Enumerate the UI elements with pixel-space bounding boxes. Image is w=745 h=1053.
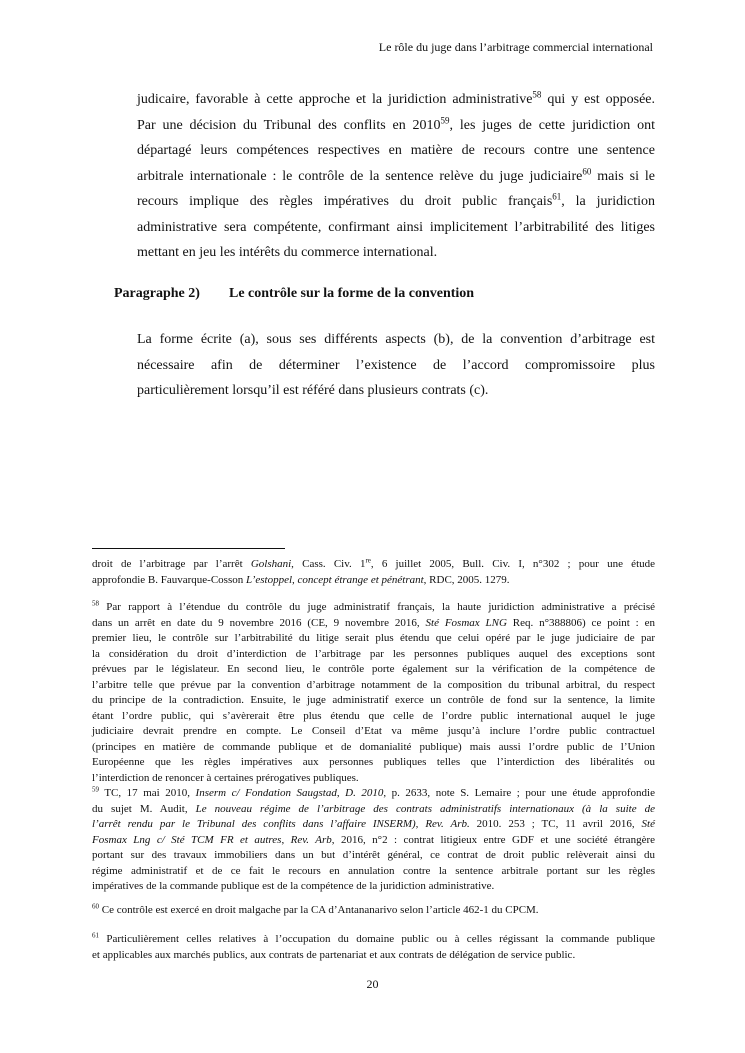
text-run: mais si le (591, 168, 655, 184)
text-run: Le nouveau régime de l’arbitrage des contrats administratifs internationaux (à la suite de (195, 802, 655, 815)
footnote-line: l’arbitre telle que prévue par la convention d’arbitrage notamment de la composition du tribunal arbitral, du respect (92, 678, 655, 691)
page-number: 20 (366, 977, 379, 991)
text-run: , 6 juillet 2005, Bull. Civ. I, n°302 ; pour une étude (370, 558, 656, 570)
footnote-line: judiciaire devrait prendre en compte. Le Conseil d’Etat va même jusqu’à inclure l’ordre public contractuel (92, 725, 655, 737)
footnote-ref-61[interactable]: 61 (552, 191, 562, 202)
footnote-line: portant sur des travaux immobiliers dans un but d’intérêt général, ce contrat de droit public relèverait ainsi du (92, 849, 655, 861)
footnote-line: prévues par le législateur. En second lieu, le contrôle porte également sur la vérification de la compétence de (92, 663, 655, 675)
section-title: Le contrôle sur la forme de la convention (229, 286, 475, 301)
text-run: , (336, 787, 346, 799)
text-run: re (365, 556, 371, 565)
footnote-line: (principes en matière de commande publique et de domanialité publique) mais aussi l’ordre public de l’Union (92, 740, 655, 753)
text-run: l’arrêt rendu par le Tribunal des conflits dans l’affaire INSERM), Rev. Arb. (92, 818, 470, 830)
text-run: Req. n°388806) ce point : en (506, 616, 655, 629)
text-run: Par rapport à l’étendue du contrôle du juge administratif français, la haute juridiction administrative a précisé (99, 601, 655, 613)
text-line (137, 113, 655, 139)
text-run: du sujet M. Audit, (92, 802, 196, 815)
text-run: Rev. Arb (290, 833, 332, 846)
footnote-number: 59 (92, 785, 99, 794)
footnote-line: et applicables aux marchés publics, aux contrats de partenariat et aux contrats de délégation de service public. (92, 948, 576, 961)
text-run: Sté (641, 818, 655, 830)
footnote-line: régime administratif et de ce fait le recours en annulation contre la sentence arbitrale portant sur les règles (92, 864, 655, 877)
text-line: La forme écrite (a), sous ses différents aspects (b), de la convention d’arbitrage est (137, 332, 655, 347)
footnote-line: premier lieu, le contrôle sur l’arbitrabilité du litige serait plus étendu que celui opéré par le juge judiciaire de par (92, 632, 655, 644)
text-run: Ce contrôle est exercé en droit malgache par la CA d’Antananarivo selon l’article 462-1 du CPCM. (99, 904, 539, 916)
footnote-line (92, 802, 655, 818)
text-run: droit de l’arbitrage par l’arrêt (92, 558, 251, 570)
text-run: Particulièrement celles relatives à l’occupation du domaine public ou à celles régissant la commande publique (99, 933, 655, 945)
text-run: , la juridiction (561, 194, 655, 209)
footnote-separator (92, 548, 285, 549)
footnote-line: l’interdiction de renoncer à certaines prérogatives publiques. (92, 771, 359, 784)
text-run: L’estoppel, concept étrange et pénétrant (245, 573, 424, 586)
text-line (137, 164, 655, 190)
footnote-line: Européenne que les règles impératives aux personnes publiques telles que l’interdiction des libéralités ou (92, 756, 655, 768)
text-line: départagé leurs compétences respectives en matière de recours contre une sentence (137, 143, 655, 158)
text-run: dans un arrêt en date du 9 novembre 2016 (CE, 9 novembre 2016, (92, 616, 426, 629)
text-run: approfondie B. Fauvarque-Cosson (92, 573, 246, 586)
text-run: recours implique des règles impératives du droit public français (137, 194, 553, 209)
text-run: 2010. 253 ; TC, 11 avril 2016, (469, 818, 642, 830)
text-run: Inserm c/ Fondation Saugstad (195, 787, 337, 799)
text-line: nécessaire afin de déterminer l’existence de l’accord compromissoire plus (137, 357, 655, 373)
text-run: , 2016, n°2 : contrat litigieux entre GDF et une société étrangère (331, 833, 655, 846)
footnote-line: impératives de la commande publique est de la compétence de la juridiction administrative. (92, 880, 495, 892)
text-line (137, 189, 655, 215)
text-run: Sté Fosmax LNG (425, 616, 507, 629)
footnote-line (92, 600, 655, 616)
footnote-ref-59[interactable]: 59 (440, 114, 450, 125)
text-run: Par une décision du Tribunal des conflits en 2010 (137, 117, 441, 133)
text-run: judicaire, favorable à cette approche et la juridiction administrative (137, 92, 533, 107)
text-run: , Cass. Civ. 1 (291, 558, 366, 570)
text-line: particulièrement lorsqu’il est référé dans plusieurs contrats (c). (137, 383, 489, 398)
text-run: , (281, 833, 291, 846)
text-run: , les juges de cette juridiction ont (449, 117, 656, 133)
footnote-60 (92, 903, 655, 919)
text-run: arbitrale internationale : le contrôle de la sentence relève du juge judiciaire (137, 168, 583, 184)
footnote-line (92, 557, 655, 573)
footnote-ref-58[interactable]: 58 (532, 89, 542, 100)
footnote-61 (92, 932, 655, 963)
body-paragraph-1 (137, 87, 655, 266)
text-run: D. 2010 (345, 787, 384, 799)
footnote-number: 61 (92, 931, 99, 940)
footnote-number: 60 (92, 902, 99, 911)
text-run: Fosmax Lng c/ Sté TCM FR et autres (92, 833, 282, 846)
footnote-58 (92, 600, 655, 786)
text-line: mettant en jeu les intérêts du commerce international. (137, 245, 438, 260)
footnote-line (92, 786, 655, 802)
footnote-line (92, 817, 655, 833)
running-header: Le rôle du juge dans l’arbitrage commercial international (378, 40, 653, 54)
footnote-ref-60[interactable]: 60 (582, 165, 592, 176)
footnote-line (92, 616, 655, 632)
footnote-line (92, 903, 655, 919)
footnote-number: 58 (92, 599, 99, 608)
footnote-line: du principe de la contradiction. Ensuite, le juge administratif exerce un contrôle de fond sur la sentence, la limite (92, 694, 655, 706)
text-line: administrative sera compétente, confirmant ainsi implicitement l’arbitrabilité des litiges (137, 219, 655, 235)
footnote-line: la considération du droit d’interdiction de l’arbitrage par les personnes publiques auquel des exceptions sont (92, 647, 655, 660)
section-number: Paragraphe 2) (114, 286, 200, 301)
section-heading (114, 286, 474, 302)
text-run: , p. 2633, note S. Lemaire ; pour une étude approfondie (383, 787, 655, 799)
text-line (137, 87, 655, 113)
footnote-line: étant l’ordre public, qui s’avèrerait être plus étendu que celle de l’ordre public international auquel le juge (92, 709, 655, 722)
footnote-line (92, 573, 655, 589)
footnote-continuation (92, 557, 655, 588)
text-run: , RDC, 2005. 1279. (423, 573, 510, 586)
text-run: Golshani (250, 558, 292, 570)
body-paragraph-2 (137, 327, 655, 404)
text-run: TC, 17 mai 2010, (99, 787, 196, 799)
footnote-line (92, 932, 655, 948)
text-run: qui y est opposée. (541, 92, 655, 107)
footnote-59 (92, 786, 655, 895)
footnote-line (92, 833, 655, 849)
